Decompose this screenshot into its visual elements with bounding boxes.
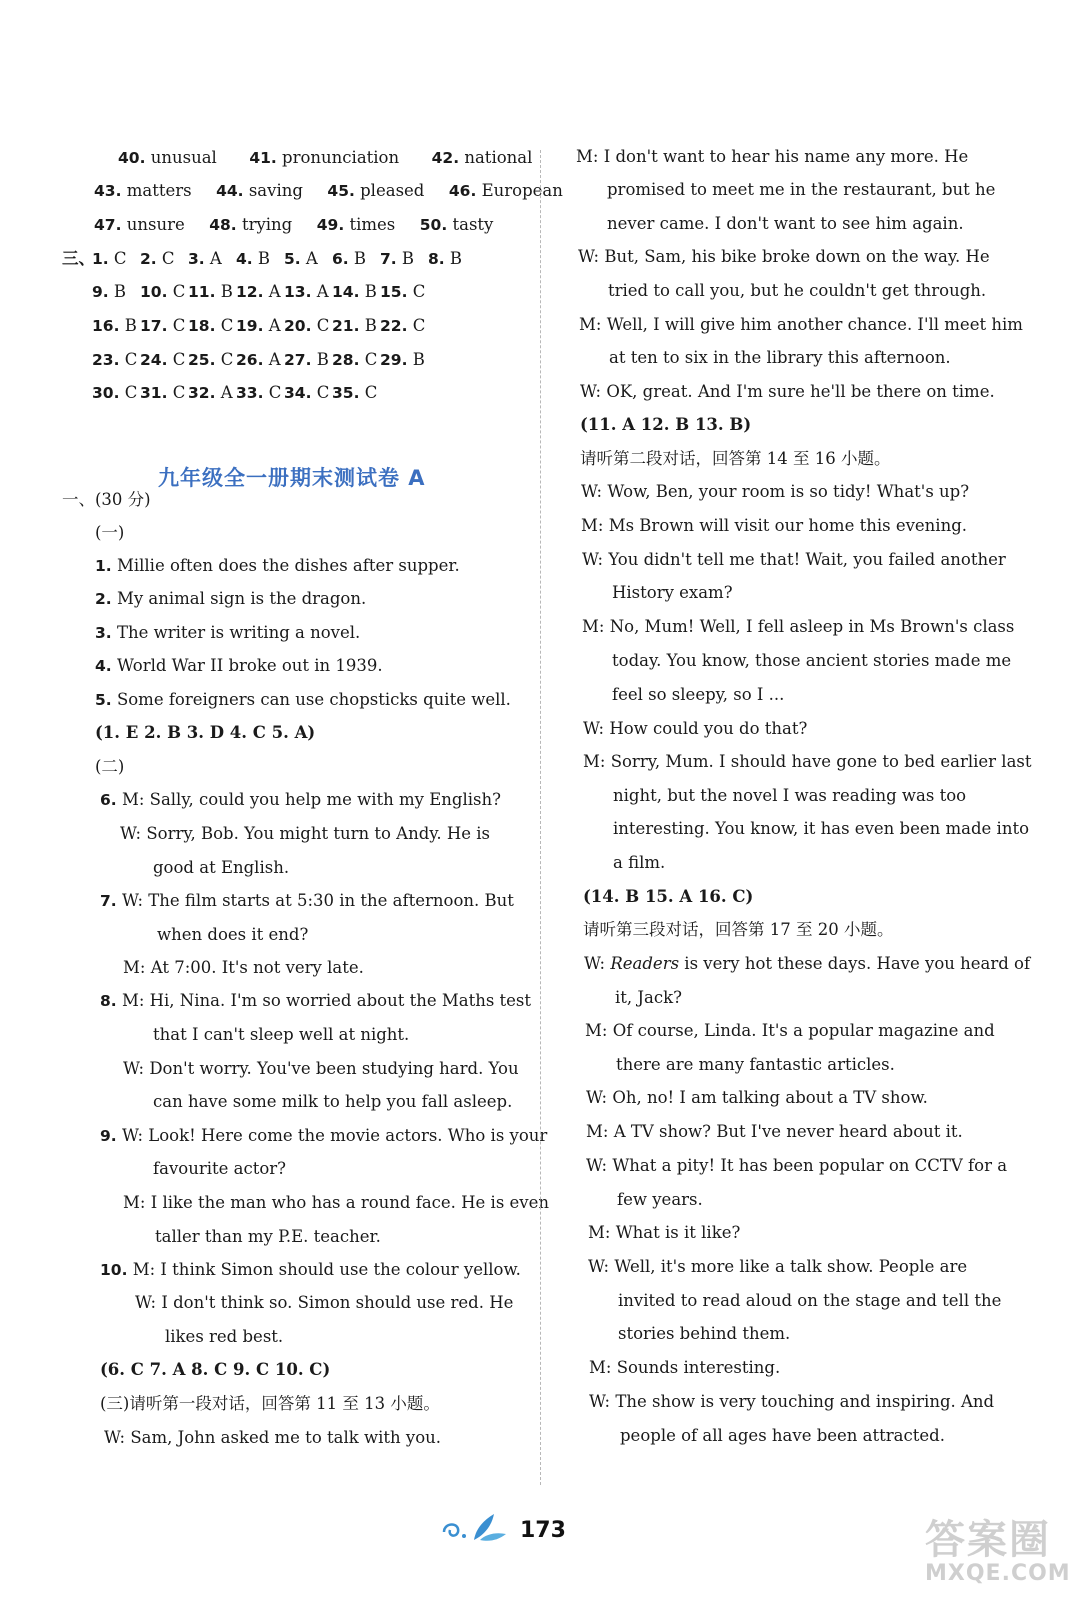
answer-row-47-50: 47. unsure 48. trying 49. times 50. tasty (94, 215, 494, 234)
mc-answer (284, 248, 318, 270)
mc-question-number: 1. (92, 250, 109, 268)
right-line-25: W: Readers is very hot these days. Have you heard of (584, 954, 1031, 973)
leaf-swirl-icon (440, 1510, 516, 1548)
mc-answer (236, 315, 281, 337)
mc-answer (380, 315, 425, 337)
mc-answer (284, 315, 329, 337)
q6-line-2: W: Sorry, Bob. You might turn to Andy. He is (120, 824, 491, 843)
mc-answer-letter: A (300, 249, 318, 268)
mc-question-number: 27. (284, 351, 312, 369)
mc-question-number: 21. (332, 317, 360, 335)
mc-question-number: 9. (92, 283, 109, 301)
mc-question-number: 32. (188, 384, 216, 402)
q6-line-1: 6. M: Sally, could you help me with my English? (100, 790, 501, 809)
q8-line-1: 8. M: Hi, Nina. I'm so worried about the Maths test (100, 991, 532, 1010)
q10-line-3: likes red best. (165, 1327, 284, 1346)
answer-key-1-5: (1. E 2. B 3. D 4. C 5. A) (95, 723, 316, 742)
section-3-label: 三、 (62, 249, 95, 268)
right-line-12: M: Ms Brown will visit our home this evening. (581, 516, 968, 535)
answer-key-14-16: (14. B 15. A 16. C) (583, 887, 754, 906)
part-1-heading: (一) (95, 523, 125, 542)
right-line-30: M: A TV show? But I've never heard about it. (586, 1122, 963, 1141)
mc-question-number: 15. (380, 283, 408, 301)
answer-row-40-42: 40. unusual 41. pronunciation 42. national (118, 148, 533, 167)
right-line-3: never came. I don't want to see him again. (607, 214, 964, 233)
sentence-2: 2. My animal sign is the dragon. (95, 589, 367, 608)
mc-question-number: 4. (236, 250, 253, 268)
mc-question-number: 29. (380, 351, 408, 369)
right-line-21: interesting. You know, it has even been made into (613, 819, 1030, 838)
right-line-15: M: No, Mum! Well, I fell asleep in Ms Brown's class (582, 617, 1015, 636)
sentence-4: 4. World War II broke out in 1939. (95, 656, 383, 675)
mc-answer (92, 382, 137, 404)
right-line-16: today. You know, those ancient stories made me (612, 651, 1012, 670)
mc-answer (428, 248, 462, 270)
mc-answer (188, 315, 233, 337)
right-line-14: History exam? (612, 583, 733, 602)
mc-answer (140, 382, 185, 404)
mc-answer (188, 382, 233, 404)
mc-answer-letter: B (252, 249, 271, 268)
mc-question-number: 10. (140, 283, 168, 301)
mc-question-number: 5. (284, 250, 301, 268)
mc-question-number: 26. (236, 351, 264, 369)
mc-answer (236, 349, 281, 371)
answer-key-11-13: (11. A 12. B 13. B) (580, 415, 752, 434)
mc-answer-letter: C (311, 383, 330, 402)
mc-answer-letter: C (108, 249, 127, 268)
mc-answer-letter: C (215, 316, 234, 335)
right-line-19: M: Sorry, Mum. I should have gone to bed earlier last (583, 752, 1032, 771)
mc-question-number: 14. (332, 283, 360, 301)
right-line-36: stories behind them. (618, 1324, 791, 1343)
q9-line-2: favourite actor? (153, 1159, 287, 1178)
mc-answer-letter: C (359, 383, 378, 402)
q10-line-2: W: I don't think so. Simon should use red. He (135, 1293, 514, 1312)
mc-answer-letter: B (396, 249, 415, 268)
mc-answer-letter: A (263, 282, 281, 301)
right-line-5: tried to call you, but he couldn't get through. (608, 281, 987, 300)
q10-line-1: 10. M: I think Simon should use the colour yellow. (100, 1260, 521, 1279)
mc-answer-letter: B (108, 282, 127, 301)
q8-line-2: that I can't sleep well at night. (153, 1025, 410, 1044)
mc-question-number: 18. (188, 317, 216, 335)
mc-answer-letter: B (359, 316, 377, 335)
mc-answer-letter: C (215, 350, 234, 369)
site-watermark: 答案圈 MXQE.COM (925, 1517, 1071, 1586)
mc-answer (92, 315, 137, 337)
mc-answer-letter: B (359, 282, 377, 301)
right-line-11: W: Wow, Ben, your room is so tidy! What's up? (581, 482, 970, 501)
q7-line-3: M: At 7:00. It's not very late. (123, 958, 364, 977)
mc-answer-letter: C (359, 350, 378, 369)
test-title: 九年级全一册期末测试卷 A (158, 466, 426, 490)
mc-answer (140, 248, 175, 270)
dialogue-3-heading: 请听第三段对话，回答第 17 至 20 小题。 (583, 920, 894, 939)
mc-answer (380, 349, 425, 371)
mc-answer-letter: C (263, 383, 282, 402)
mc-question-number: 34. (284, 384, 312, 402)
right-line-32: few years. (617, 1190, 703, 1209)
answer-row-43-46: 43. matters 44. saving 45. pleased 46. European (94, 181, 563, 200)
mc-answer-letter: A (215, 383, 233, 402)
mc-answer (92, 349, 137, 371)
column-divider (540, 150, 541, 1485)
mc-answer-letter: C (407, 316, 426, 335)
mc-question-number: 30. (92, 384, 120, 402)
mc-question-number: 23. (92, 351, 120, 369)
mc-question-number: 12. (236, 283, 264, 301)
right-line-13: W: You didn't tell me that! Wait, you failed another (582, 550, 1006, 569)
mc-question-number: 3. (188, 250, 205, 268)
right-line-33: M: What is it like? (588, 1223, 741, 1242)
mc-question-number: 25. (188, 351, 216, 369)
mc-answer (236, 281, 281, 303)
mc-question-number: 17. (140, 317, 168, 335)
mc-answer-letter: A (263, 316, 281, 335)
mc-question-number: 6. (332, 250, 349, 268)
mc-answer-letter: B (119, 316, 137, 335)
right-line-27: M: Of course, Linda. It's a popular magazine and (585, 1021, 995, 1040)
mc-question-number: 22. (380, 317, 408, 335)
mc-answer (332, 349, 377, 371)
dialogue-2-heading: 请听第二段对话，回答第 14 至 16 小题。 (580, 449, 891, 468)
mc-question-number: 31. (140, 384, 168, 402)
mc-answer-letter: C (119, 383, 138, 402)
mc-answer (380, 248, 414, 270)
q6-line-3: good at English. (153, 858, 290, 877)
mc-answer-letter: B (311, 350, 329, 369)
mc-question-number: 13. (284, 283, 312, 301)
mc-answer (92, 248, 127, 270)
mc-answer-letter: B (407, 350, 425, 369)
mc-answer (140, 281, 185, 303)
mc-question-number: 24. (140, 351, 168, 369)
mc-answer (284, 349, 329, 371)
part-2-heading: (二) (95, 757, 125, 776)
mc-answer (236, 248, 270, 270)
right-line-2: promised to meet me in the restaurant, but he (607, 180, 996, 199)
mc-question-number: 2. (140, 250, 157, 268)
mc-answer-letter: C (167, 383, 186, 402)
right-line-38: W: The show is very touching and inspiring. And (589, 1392, 995, 1411)
mc-answer-letter: C (311, 316, 330, 335)
right-line-35: invited to read aloud on the stage and tell the (618, 1291, 1002, 1310)
right-line-34: W: Well, it's more like a talk show. People are (588, 1257, 968, 1276)
section-1-heading: 一、(30 分) (62, 490, 151, 509)
part-3-heading: (三)请听第一段对话，回答第 11 至 13 小题。 (100, 1394, 440, 1413)
right-line-4: W: But, Sam, his bike broke down on the way. He (578, 247, 990, 266)
sentence-1: 1. Millie often does the dishes after supper. (95, 556, 460, 575)
sentence-3: 3. The writer is writing a novel. (95, 623, 361, 642)
q7-line-1: 7. W: The film starts at 5:30 in the afternoon. But (100, 891, 514, 910)
sentence-5: 5. Some foreigners can use chopsticks quite well. (95, 690, 511, 709)
right-line-29: W: Oh, no! I am talking about a TV show. (586, 1088, 928, 1107)
mc-answer (140, 315, 185, 337)
q9-line-1: 9. W: Look! Here come the movie actors. Who is your (100, 1126, 548, 1145)
mc-answer-letter: C (407, 282, 426, 301)
mc-answer-letter: B (444, 249, 463, 268)
answer-key-6-10: (6. C 7. A 8. C 9. C 10. C) (100, 1360, 331, 1379)
mc-answer-letter: C (119, 350, 138, 369)
mc-question-number: 11. (188, 283, 216, 301)
mc-answer (332, 382, 377, 404)
right-line-31: W: What a pity! It has been popular on CCTV for a (586, 1156, 1008, 1175)
mc-answer-letter: C (167, 350, 186, 369)
q9-line-4: taller than my P.E. teacher. (155, 1227, 381, 1246)
mc-answer (140, 349, 185, 371)
right-line-17: feel so sleepy, so I ... (612, 685, 785, 704)
mc-answer (284, 281, 329, 303)
mc-answer (188, 349, 233, 371)
right-line-8: W: OK, great. And I'm sure he'll be there on time. (580, 382, 995, 401)
right-line-26: it, Jack? (615, 988, 682, 1007)
right-line-6: M: Well, I will give him another chance. I'll meet him (579, 315, 1023, 334)
mc-answer (92, 281, 126, 303)
q8-line-3: W: Don't worry. You've been studying hard. You (123, 1059, 519, 1078)
right-line-37: M: Sounds interesting. (589, 1358, 781, 1377)
mc-question-number: 19. (236, 317, 264, 335)
mc-answer-letter: B (348, 249, 367, 268)
right-line-18: W: How could you do that? (583, 719, 808, 738)
mc-answer-letter: C (167, 282, 186, 301)
mc-answer (236, 382, 281, 404)
mc-question-number: 35. (332, 384, 360, 402)
mc-answer (332, 281, 377, 303)
mc-answer (284, 382, 329, 404)
mc-question-number: 28. (332, 351, 360, 369)
dialogue-line-start: W: Sam, John asked me to talk with you. (104, 1428, 442, 1447)
right-line-1: M: I don't want to hear his name any more. He (576, 147, 969, 166)
mc-answer (188, 281, 233, 303)
q7-line-2: when does it end? (157, 925, 309, 944)
right-line-20: night, but the novel I was reading was too (613, 786, 967, 805)
mc-answer (332, 248, 366, 270)
mc-question-number: 16. (92, 317, 120, 335)
mc-answer-letter: C (156, 249, 175, 268)
right-line-39: people of all ages have been attracted. (620, 1426, 945, 1445)
mc-question-number: 20. (284, 317, 312, 335)
right-line-28: there are many fantastic articles. (616, 1055, 895, 1074)
mc-answer-letter: B (215, 282, 233, 301)
right-line-22: a film. (613, 853, 666, 872)
mc-answer (188, 248, 222, 270)
q8-line-4: can have some milk to help you fall asleep. (153, 1092, 513, 1111)
q9-line-3: M: I like the man who has a round face. He is even (123, 1193, 550, 1212)
mc-question-number: 7. (380, 250, 397, 268)
page-number: 173 (520, 1518, 566, 1543)
mc-question-number: 33. (236, 384, 264, 402)
mc-answer-letter: A (263, 350, 281, 369)
right-line-7: at ten to six in the library this afternoon. (609, 348, 951, 367)
mc-question-number: 8. (428, 250, 445, 268)
mc-answer-letter: A (311, 282, 329, 301)
mc-answer (332, 315, 377, 337)
mc-answer-letter: A (204, 249, 222, 268)
mc-answer (380, 281, 425, 303)
mc-answer-letter: C (167, 316, 186, 335)
